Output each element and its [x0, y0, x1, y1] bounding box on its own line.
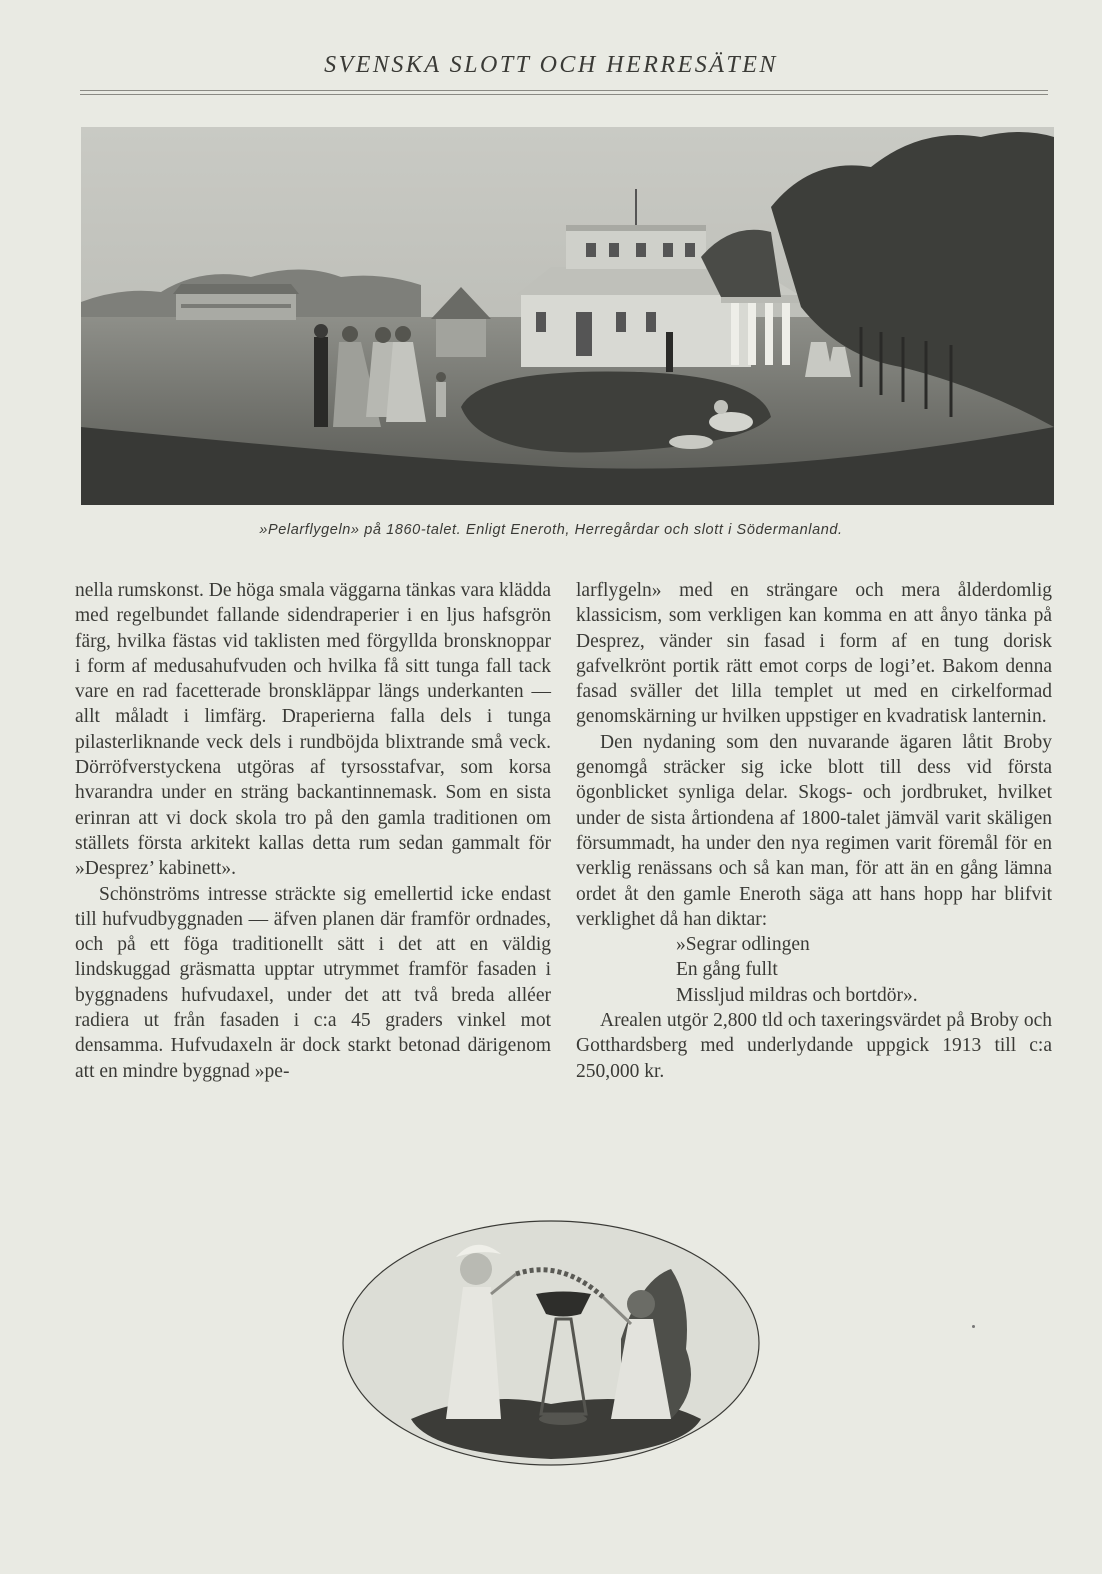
plate-caption: »Pelarflygeln» på 1860-talet. Enligt Eneroth, Herregårdar och slott i Södermanland.: [259, 522, 843, 538]
left-column: [75, 578, 551, 1084]
verse-line-1: »Segrar odlingen: [676, 934, 810, 956]
plate-drawing: [81, 127, 1054, 505]
verse-line-3: Missljud mildras och bortdör».: [676, 984, 918, 1006]
verse-line-2: En gång fullt: [676, 959, 778, 981]
right-paragraph-3: Arealen utgör 2,800 tld och taxeringsvärdet på Broby och Gotthardsberg med underlydande uppgick 1913 till c:a 250,000 kr.: [576, 1010, 1052, 1082]
right-paragraph-1: larflygeln» med en strängare och mera ålderdomlig klassicism, som verkligen kan komma en att ånyo tänka på Desprez, vänder sin fasad i form af en tung dorisk gafvelkrönt portik rätt emot corps de logi’et. Bakom denna fasad sväller det lilla templet ut med en cirkelformad genomskärning ur hvilken uppstiger en kvadratisk lanternin.: [576, 580, 1052, 728]
header-rule-bottom: [80, 94, 1048, 95]
left-paragraph-1: nella rumskonst. De höga smala väggarna tänkas vara klädda med regelbundet fallande sidendraperier i en ljus hafsgrön färg, hvilka fästas vid taklisten med förgyllda bronsknoppar i form af medusahufvuden och hvilka få sitt tunga fall tack vare en rad facetterade bronskläppar längs underkanten — allt måladt i limfärg. Draperierna falla dels i tunga pilasterliknande veck dels i rundböjda blixtrande små veck. Dörröfverstyckena utgöras af tyrsosstafvar, som korsa hvarandra under en sträng backantinnemask. Som en sista erinran att vi dock skola tro på den gamla traditionen om ställets första arkitekt kallas detta rum sedan gammalt för »Desprez’ kabinett».: [75, 580, 551, 880]
vignette-drawing: [341, 1219, 761, 1467]
right-paragraph-2: Den nydaning som den nuvarande ägaren låtit Broby genomgå sträcker sig icke blott till dess vid första ögonblicket synliga delar. Skogs- och jordbruket, hvilket under de sista årtiondena af 1800-talet jämväl varit skäligen försummadt, ha under den nya regimen varit föremål för en verklig renässans och så kan man, för att än en gång lämna ordet åt den gamle Eneroth säga att hans hopp har blifvit verklighet då han diktar:: [576, 731, 1052, 930]
header-rule-top: [80, 90, 1048, 91]
speck: [972, 1325, 975, 1328]
farm-building: [173, 284, 299, 320]
top-plate-illustration: [81, 127, 1054, 505]
running-head: SVENSKA SLOTT OCH HERRESÄTEN: [324, 52, 778, 78]
right-column: [576, 578, 1052, 1084]
left-paragraph-2: Schönströms intresse sträckte sig emellertid icke endast till hufvudbyggnaden — äfven planen där framför ordnades, och på ett föga traditionellt sätt i det att en väldig lindskuggad gräsmatta upptar utrymmet framför fasaden i byggnadens hufvudaxel, under det att två breda alléer radiera ut från fasaden i c:a 45 graders vinkel mot densamma. Hufvudaxeln är dock starkt betonad därigenom att en mindre byggnad »pe-: [75, 883, 551, 1082]
bottom-vignette: [341, 1219, 761, 1467]
